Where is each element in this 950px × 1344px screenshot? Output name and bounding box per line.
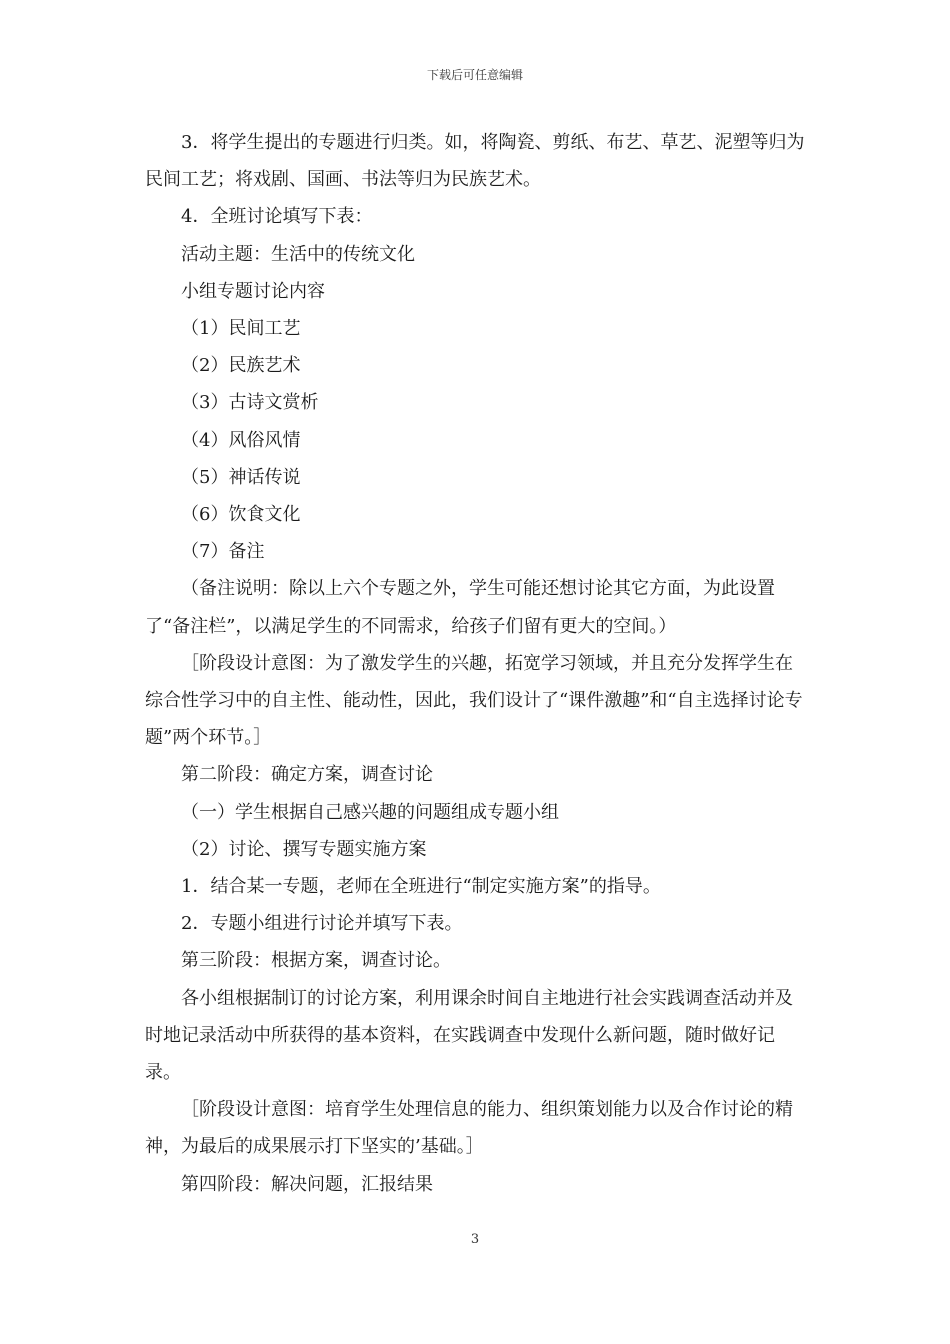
paragraph-2: 4．全班讨论填写下表：: [181, 206, 373, 228]
list-item-6: （6）饮食文化: [181, 504, 301, 526]
paragraph-design-intent-2: ［阶段设计意图：培育学生处理信息的能力、组织策划能力以及合作讨论的精神，为最后的成果展示打下坚实的’基础。］: [145, 1099, 793, 1158]
list-item-3: （3）古诗文赏析: [181, 392, 319, 414]
paragraph-1: 3．将学生提出的专题进行归类。如，将陶瓷、剪纸、布艺、草艺、泥塑等归为民间工艺；将戏剧、国画、书法等归为民族艺术。: [145, 132, 805, 191]
list-item-4: （4）风俗风情: [181, 429, 301, 451]
stage-four-heading: 第四阶段：解决问题，汇报结果: [181, 1173, 433, 1195]
paragraph-stage2-3: 1．结合某一专题，老师在全班进行“制定实施方案”的指导。: [181, 876, 661, 898]
page-number: 3: [470, 1232, 480, 1247]
list-item-1: （1）民间工艺: [181, 318, 301, 340]
document-body: [145, 124, 809, 1203]
paragraph-stage2-4: 2．专题小组进行讨论并填写下表。: [181, 913, 463, 935]
paragraph-note: （备注说明：除以上六个专题之外，学生可能还想讨论其它方面，为此设置了“备注栏”，以满足学生的不同需求，给孩子们留有更大的空间。）: [145, 578, 775, 637]
paragraph-4: 小组专题讨论内容: [181, 280, 325, 302]
stage-two-heading: 第二阶段：确定方案，调查讨论: [181, 764, 433, 786]
list-item-7: （7）备注: [181, 541, 265, 563]
paragraph-stage3-1: 各小组根据制订的讨论方案，利用课余时间自主地进行社会实践调查活动并及时地记录活动中所获得的基本资料，在实践调查中发现什么新问题，随时做好记录。: [145, 987, 793, 1084]
paragraph-design-intent-1: ［阶段设计意图：为了激发学生的兴趣，拓宽学习领域，并且充分发挥学生在综合性学习中的自主性、能动性，因此，我们设计了“课件激趣”和“自主选择讨论专题”两个环节。］: [145, 652, 803, 749]
stage-three-heading: 第三阶段：根据方案，调查讨论。: [181, 950, 451, 972]
paragraph-stage2-1: （一）学生根据自己感兴趣的问题组成专题小组: [181, 801, 559, 823]
list-item-2: （2）民族艺术: [181, 355, 301, 377]
list-item-5: （5）神话传说: [181, 466, 301, 488]
paragraph-3: 活动主题：生活中的传统文化: [181, 243, 415, 265]
paragraph-stage2-2: （2）讨论、撰写专题实施方案: [181, 838, 427, 860]
page-header: 下载后可任意编辑: [426, 68, 523, 82]
